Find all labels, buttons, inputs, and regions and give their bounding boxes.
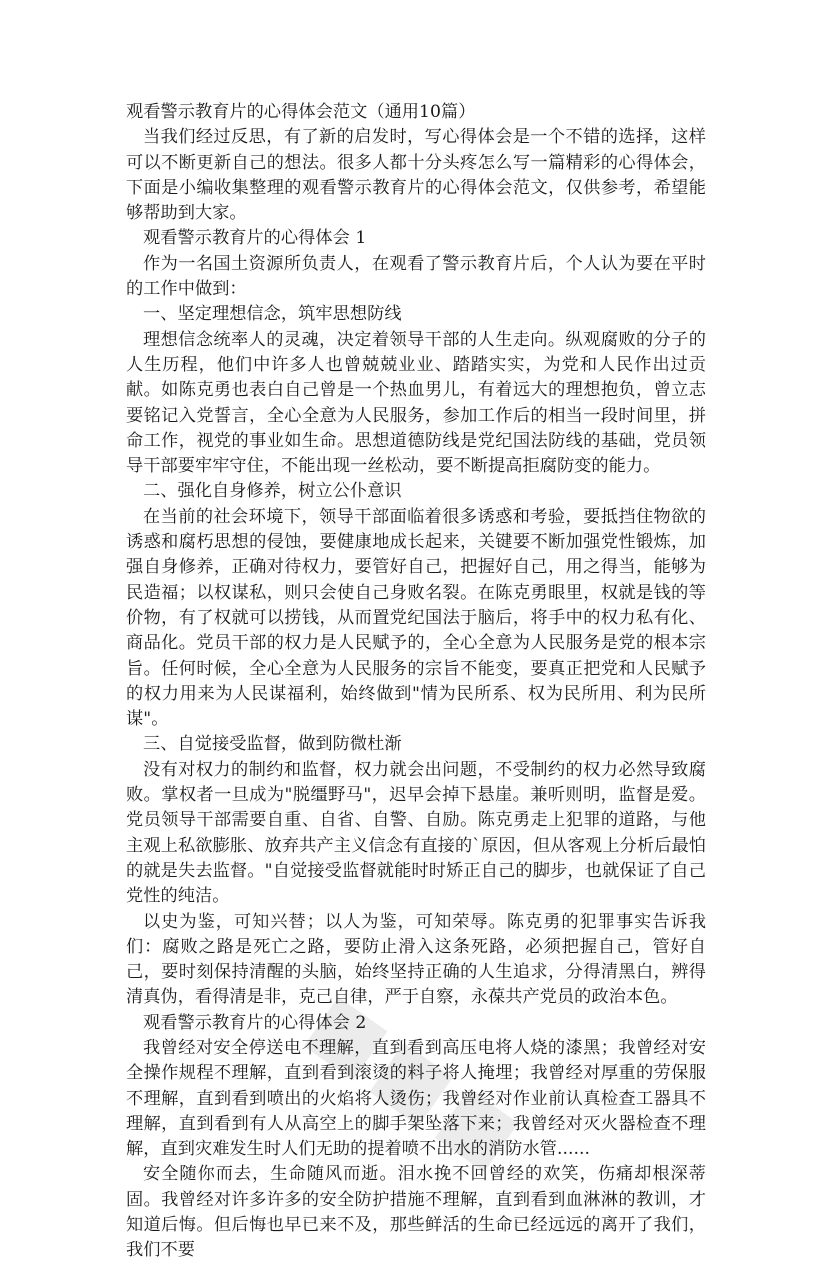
section-heading-1: 观看警示教育片的心得体会 1 bbox=[143, 228, 367, 249]
intro-paragraph: 当我们经过反思，有了新的启发时，写心得体会是一个不错的选择，这样可以不断更新自己的想法。很多人都十分头疼怎么写一篇精彩的心得体会，下面是小编收集整理的观看警示教育片的心得体会范文，仅供参考，希望能够帮助到大家。 bbox=[126, 127, 706, 224]
section-heading-2: 观看警示教育片的心得体会 2 bbox=[143, 1012, 367, 1033]
paragraph: 以史为鉴，可知兴替；以人为鉴，可知荣辱。陈克勇的犯罪事实告诉我们：腐败之路是死亡之路，要防止滑入这条死路，必须把握自己，管好自己，要时刻保持清醒的头脑，始终坚持正确的人生追求，分得清黑白，辨得清真伪，看得清是非，克己自律，严于自察，永葆共产党员的政治本色。 bbox=[126, 911, 706, 1008]
subheading-3: 三、自觉接受监督，做到防微杜渐 bbox=[143, 734, 402, 755]
paragraph: 我曾经对安全停送电不理解，直到看到高压电将人烧的漆黑；我曾经对安全操作规程不理解，直到看到滚烫的料子将人掩埋；我曾经对厚重的劳保服不理解，直到看到喷出的火焰将人烫伤；我曾经对作业前认真检查工器具不理解，直到看到有人从高空上的脚手架坠落下来；我曾经对灭火器检查不理解，直到灾难发生时人们无助的提着喷不出水的消防水管...... bbox=[126, 1037, 706, 1160]
subheading-1: 一、坚定理想信念，筑牢思想防线 bbox=[143, 304, 402, 325]
paragraph: 在当前的社会环境下，领导干部面临着很多诱惑和考验，要抵挡住物欲的诱惑和腐朽思想的侵蚀，要健康地成长起来，关键要不断加强党性锻炼，加强自身修养，正确对待权力，要管好自己，把握好自己，用之得当，能够为民造福；以权谋私，则只会使自己身败名裂。在陈克勇眼里，权就是钱的等价物，有了权就可以捞钱，从而置党纪国法于脑后，将手中的权力私有化、商品化。党员干部的权力是人民赋予的，全心全意为人民服务是党的根本宗旨。任何时候，全心全意为人民服务的宗旨不能变，要真正把党和人民赋予的权力用来为人民谋福利，始终做到"情为民所系、权为民所用、利为民所谋"。 bbox=[126, 506, 706, 730]
paragraph: 理想信念统率人的灵魂，决定着领导干部的人生走向。纵观腐败的分子的人生历程，他们中许多人也曾兢兢业业、踏踏实实，为党和人民作出过贡献。如陈克勇也表白自己曾是一个热血男儿，有着远大的理想抱负，曾立志要铭记入党誓言，全心全意为人民服务，参加工作后的相当一段时间里，拼命工作，视党的事业如生命。思想道德防线是党纪国法防线的基础，党员领导干部要牢牢守住，不能出现一丝松动，要不断提高拒腐防变的能力。 bbox=[126, 329, 706, 477]
subheading-2: 二、强化自身修养，树立公仆意识 bbox=[143, 481, 402, 502]
paragraph: 安全随你而去，生命随风而逝。泪水挽不回曾经的欢笑，伤痛却根深蒂固。我曾经对许多许多的安全防护措施不理解，直到看到血淋淋的教训，才知道后悔。但后悔也早已来不及，那些鲜活的生命已经远远的离开了我们，我们不要 bbox=[126, 1164, 706, 1261]
document-page bbox=[126, 100, 706, 1264]
document-title: 观看警示教育片的心得体会范文（通用10篇） bbox=[126, 102, 476, 122]
paragraph: 没有对权力的制约和监督，权力就会出问题，不受制约的权力必然导致腐败。掌权者一旦成为"脱缰野马"，迟早会掉下悬崖。兼听则明，监督是爱。党员领导干部需要自重、自省、自警、自励。陈克勇走上犯罪的道路，与他主观上私欲膨胀、放弃共产主义信念有直接的`原因，但从客观上分析后最怕的就是失去监督。"自觉接受监督就能时时矫正自己的脚步，也就保证了自己党性的纯洁。 bbox=[126, 759, 706, 907]
paragraph: 作为一名国土资源所负责人，在观看了警示教育片后，个人认为要在平时的工作中做到： bbox=[126, 253, 706, 300]
